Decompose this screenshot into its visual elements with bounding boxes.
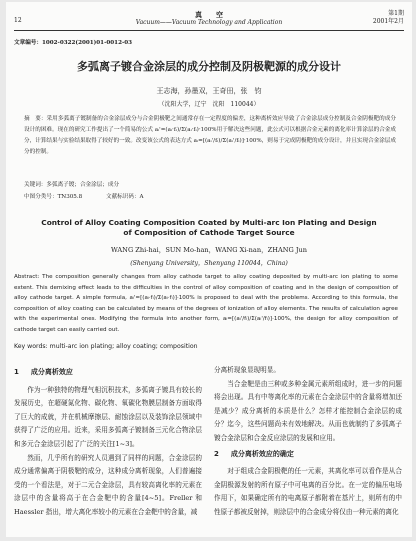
page-number: 12: [14, 17, 22, 24]
doc-code: 文献标识码：A: [105, 194, 144, 200]
authors-en: WANG Zhi-hai，SUN Mo-han，WANG Xi-nan，ZHANG Jun: [110, 246, 308, 254]
paragraph: 对于组成合金阴极靶的任一元素，其离化率可以看作是从合金阴极源发射的所有原子中可电离的百分比。在一定的偏压电场作用下，如果确定所有的电离原子都附着在基片上，则所有的中性原子都被反射掉，则涂层中的合金成分将仅由一种元素的离化: [214, 467, 402, 516]
title-cn: 多弧离子镀合金涂层的成分控制及阴极靶源的成分设计: [77, 60, 341, 73]
keywords-en: Key words: multi-arc ion plating; alloy coating; composition: [14, 343, 198, 350]
section-number: 2: [214, 449, 219, 458]
body-column-right: [214, 364, 402, 520]
affiliation-cn: （沈阳大学，辽宁 沈阳 110044）: [158, 101, 260, 108]
running-header: [14, 8, 404, 31]
journal-page: [6, 2, 412, 537]
issue-number: 第1期: [388, 10, 404, 17]
abstract-cn: 摘 要：采用多弧离子镀制备的合金涂层成分与合金阴极靶之间通常存在一定程度的偏差，这种离析效应导致了合金涂层成分控制及合金阴极靶的成分设计的困难。现在的研究工作提出了一个简易的公式 aᵢ'=(aᵢ·fᵢ)/Σ(aᵢ·fᵢ)·100%用于解决这些问题，此公式可以根据合金元素的离化率计算涂层的合金成分，计算结果与实验结果取得了较好的一致。改变该公式的表达方式 aᵢ=[(aᵢ'/fᵢ)/Σ(aᵢ'/fᵢ)]·100%，则易于完成阴极靶的成分设计，并且实现合金涂层成分的控制。: [24, 116, 396, 155]
authors-cn: 王志海，孙墨双，王奇田，张 钧: [156, 87, 262, 95]
issue-date: 2001年2月: [372, 18, 404, 25]
keywords-cn: 关键词：多弧离子镀；合金涂层；成分: [24, 182, 120, 188]
paragraph: 分离析现象显现明显。: [214, 366, 280, 374]
classification-line: [24, 192, 396, 200]
section-title: 成分离析效应的确定: [230, 449, 294, 458]
paragraph: 然而，几乎所有的研究人员遇到了同样的问题，合金涂层的成分通常偏离于阴极靶的成分，这种成分离析现象，人们普遍接受的一个看法是，对于二元合金涂层，具有较高离化率的元素在涂层中的含量将高于在合金靶中的含量[4~5]。Freller 和 Haessler 指出，增大离化率较小的元素在合金靶中的含量，减: [14, 453, 202, 516]
abstract-en: Abstract: The composition generally changes from alloy cathode target to alloy coating deposited by multi-arc ion plating to some extent. This demixing effect leads to the difficulties in the control of alloy composition of coating and in the design of composition of alloy cathode target. A simple formula, aᵢ'=[(aᵢ·fᵢ)/Σ(aᵢ·fᵢ)]·100% is proposed to deal with the problems. According to this formula, the composition of alloy coating can be calculated by means of the degrees of ionization of alloy elements. The results of calculation agree with the experimental ones. Modifying the formula into another form, aᵢ=[(aᵢ'/fᵢ)/Σ(aᵢ'/fᵢ)]·100%, the design for alloy composition of cathode target can easily carried out.: [14, 274, 398, 333]
article-id: 文章编号：1002-0322(2001)01-0012-03: [14, 40, 133, 46]
paragraph: 作为一种独特的物理气相沉积技术，多弧离子镀具有较长的发展历史，在超硬氮化物、碳化物、氧碳化物膜层制备方面取得了巨大的成就，并在机械摩擦层、耐蚀涂层以及装饰涂层领域中获得了广泛的应用。近来，采用多弧离子镀制备三元化合物涂层和多元合金涂层引起了广泛的关注[1~3]。: [14, 385, 202, 448]
section-title: 成分离析效应: [30, 368, 73, 376]
paragraph: 当合金靶是由三种或多种金属元素所组成时，进一步的问题将会出现。具有中等离化率的元素在合金涂层中的含量将增加还是减少？成分离析的本质是什么？怎样才能控制合金涂层的成分？迄今，这些问题尚未有效地解决。从而也就制约了多弧离子镀合金涂层和合金反应涂层的发展和应用。: [214, 379, 402, 442]
section-number: 1: [14, 368, 19, 376]
volume-info: [373, 10, 404, 26]
body-column-left: [14, 364, 202, 520]
journal-name-cn: 真 空: [195, 10, 223, 19]
section-heading-1: [14, 366, 202, 380]
cls-number: 中图分类号：TN305.8: [24, 194, 83, 200]
journal-name-en: Vacuum——Vacuum Technology and Application: [135, 19, 283, 26]
affiliation-en: (Shenyang University，Shenyang 110044，China): [130, 260, 288, 267]
title-en: Control of Alloy Coating Composition Coated by Multi-arc Ion Plating and Design of Composition of Cathode Target Source: [41, 218, 377, 237]
section-heading-2: [214, 448, 402, 462]
